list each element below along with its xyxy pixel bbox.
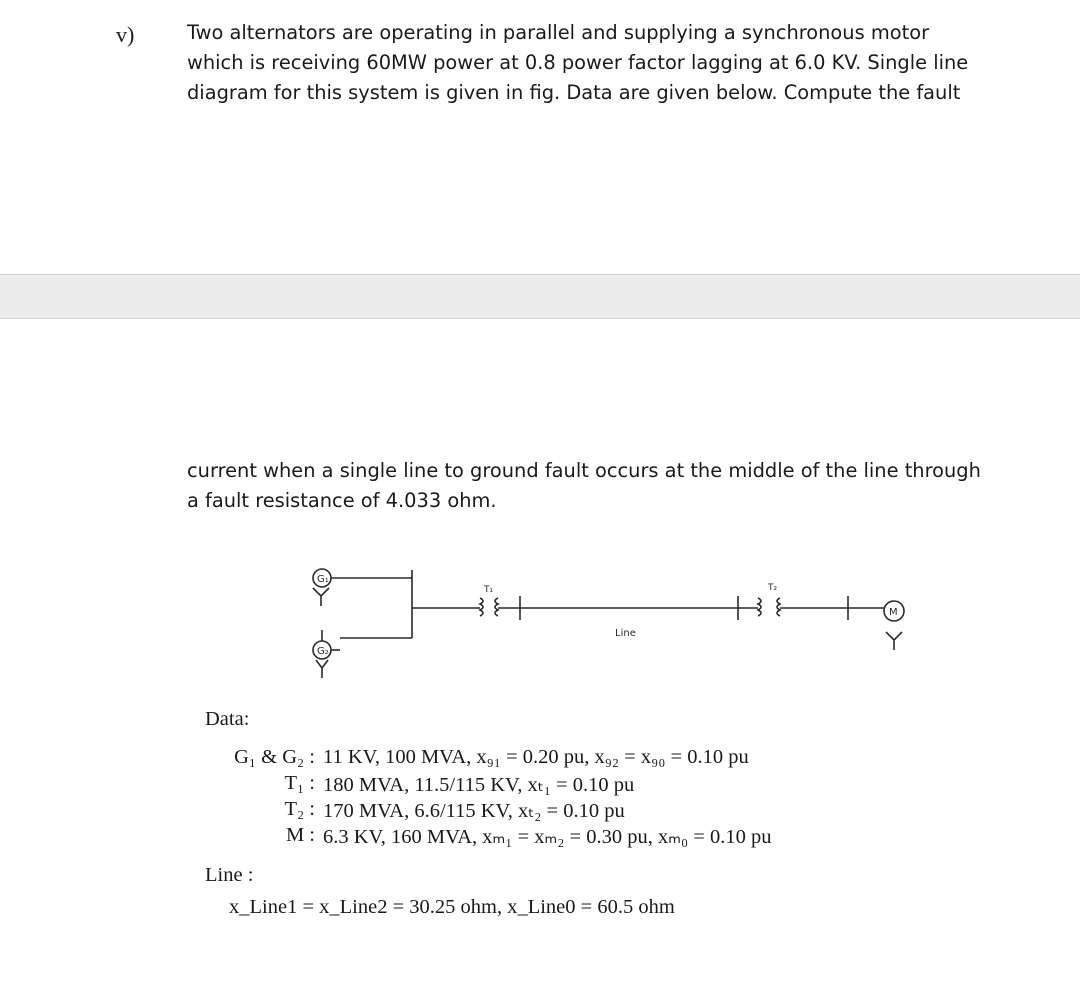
question-number: v) [116,22,135,47]
data-row-label: G₁ & G₂ : [234,746,315,768]
data-row-value: 170 MVA, 6.6/115 KV, xₜ₂ = 0.10 pu [323,800,625,822]
data-row [205,824,905,850]
data-row [205,798,905,824]
page-separator [0,274,1080,319]
question-intro [187,18,969,108]
cont-line: current when a single line to ground fault occurs at the middle of the line through [187,459,981,482]
cont-line: a fault resistance of 4.033 ohm. [187,489,497,512]
data-row [205,772,905,798]
t2-label: T₂ [768,583,778,593]
line-heading: Line : [205,864,254,886]
data-row-value: 6.3 KV, 160 MVA, xₘ₁ = xₘ₂ = 0.30 pu, xₘ₀ = 0.10 pu [323,826,772,848]
g1-label: G₁ [317,574,329,585]
data-heading: Data: [205,708,250,730]
data-row [205,746,905,772]
intro-line: diagram for this system is given in fig. Data are given below. Compute the fault [187,81,961,104]
t1-transformer-icon [480,598,483,616]
data-row-value: 180 MVA, 11.5/115 KV, xₜ₁ = 0.10 pu [323,774,635,796]
data-row-label: T₂ : [284,798,315,820]
question-continuation [187,456,981,516]
line-value: x_Line1 = x_Line2 = 30.25 ohm, x_Line0 = 60.5 ohm [229,896,675,918]
intro-line: which is receiving 60MW power at 0.8 power factor lagging at 6.0 KV. Single line [187,51,969,74]
line-label: Line [615,628,636,639]
data-row-label: M : [285,824,315,846]
motor-label: M [889,607,898,618]
g2-label: G₂ [317,646,329,657]
data-row-label: T₁ : [284,772,315,794]
t1-label: T₁ [484,585,494,595]
single-line-diagram [280,552,960,687]
intro-line: Two alternators are operating in parallel and supplying a synchronous motor [187,21,930,44]
data-row-value: 11 KV, 100 MVA, x₉₁ = 0.20 pu, x₉₂ = x₉₀ = 0.10 pu [323,746,749,768]
t2-transformer-icon [758,598,761,616]
